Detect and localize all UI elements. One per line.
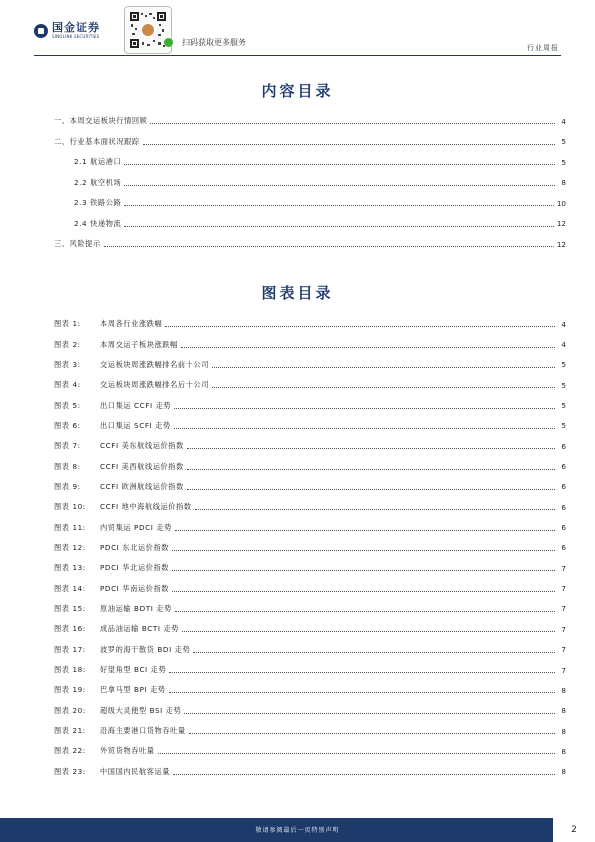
figure-entry-number: 图表 20: [54,705,86,715]
logo-en-text: SINOLINK SECURITIES [52,34,100,39]
wechat-icon [164,38,173,47]
figure-entry-title: PDCI 东北运价指数 [100,542,170,552]
figure-entry-number: 图表 21: [54,726,86,736]
dot-leader [182,630,555,632]
dot-leader [172,549,555,551]
figure-entry-title: 交运板块周涨跌幅排名后十公司 [100,380,210,390]
toc-entry-label: 2.3 铁路公路 [74,198,122,208]
figure-entry-page: 5 [561,360,566,370]
figure-entry-number: 图表 5: [54,400,81,410]
dot-leader [172,569,555,571]
figure-entry[interactable] [54,416,566,436]
dot-leader [104,245,554,247]
figure-entry-page: 7 [561,645,566,655]
dot-leader [172,590,555,592]
toc-entry-page: 5 [561,137,566,147]
toc-entry-label: 一、本周交运板块行情回顾 [54,116,148,126]
figure-entry-number: 图表 12: [54,542,86,552]
table-of-contents [54,111,566,255]
toc-entry-page: 4 [561,116,566,126]
dot-leader [193,651,555,653]
dot-leader [150,122,555,124]
figure-entry[interactable] [54,619,566,639]
dot-leader [187,468,555,470]
figure-entry-number: 图表 2: [54,339,81,349]
figure-entry-page: 6 [561,441,566,451]
figure-entry-title: 成品油运输 BCTI 走势 [100,624,180,634]
figure-entry[interactable] [54,436,566,456]
logo-cn-text: 国金证券 [52,21,100,34]
figure-entry-page: 7 [561,604,566,614]
qr-code-icon [124,6,172,54]
toc-entry-page: 8 [561,178,566,188]
figure-entry-number: 图表 8: [54,461,81,471]
figure-entry-number: 图表 17: [54,644,86,654]
figure-entry-page: 7 [561,665,566,675]
figure-entry-page: 4 [561,340,566,350]
figure-entry[interactable] [54,477,566,497]
figure-entry[interactable] [54,497,566,517]
dot-leader [212,386,555,388]
figure-entry-title: 本周各行业涨跌幅 [100,319,163,329]
figure-entry-number: 图表 19: [54,685,86,695]
figure-entry-page: 8 [561,685,566,695]
figure-entry-title: CCFI 地中海航线运价指数 [100,502,192,512]
figure-entry[interactable] [54,355,566,375]
logo-mark-icon [34,24,48,38]
figure-entry-page: 5 [561,401,566,411]
footer-disclaimer: 敬请参阅最后一页特别声明 [255,827,340,834]
figure-entry[interactable] [54,375,566,395]
figure-entry[interactable] [54,701,566,721]
figure-entry-number: 图表 13: [54,563,86,573]
toc-entry-page: 10 [556,198,566,208]
figure-entry[interactable] [54,721,566,741]
dot-leader [124,184,555,186]
figure-entry-title: 外贸货物吞吐量 [100,746,155,756]
figure-entry-page: 6 [561,543,566,553]
dot-leader [212,366,555,368]
dot-leader [195,508,555,510]
dot-leader [174,407,555,409]
figure-entry-page: 6 [561,502,566,512]
figure-entry-page: 8 [561,726,566,736]
dot-leader [175,610,555,612]
dot-leader [124,163,555,165]
dot-leader [173,773,555,775]
figure-entry-number: 图表 6: [54,420,81,430]
figure-entry[interactable] [54,680,566,700]
dot-leader [124,225,554,227]
dot-leader [175,529,555,531]
figure-entry[interactable] [54,314,566,334]
figure-entry-title: PDCI 华北运价指数 [100,563,170,573]
figure-entry[interactable] [54,660,566,680]
figure-entry[interactable] [54,517,566,537]
list-of-figures [54,314,566,782]
figure-entry[interactable] [54,334,566,354]
figure-entry-page: 7 [561,584,566,594]
dot-leader [124,204,554,206]
figure-entry-number: 图表 4: [54,380,81,390]
figure-entry-page: 8 [561,706,566,716]
dot-leader [165,325,555,327]
figure-entry[interactable] [54,456,566,476]
figure-entry-number: 图表 22: [54,746,86,756]
toc-entry[interactable] [54,111,566,132]
figure-entry-number: 图表 18: [54,665,86,675]
figure-entry-page: 7 [561,563,566,573]
figure-entry[interactable] [54,395,566,415]
dot-leader [189,732,555,734]
figure-entry-title: 中国国内民航客运量 [100,766,171,776]
figure-entry-title: 内贸集运 PDCI 走势 [100,522,172,532]
toc-entry-label: 二、行业基本面状况跟踪 [54,136,140,146]
report-type-label: 行业周报 [527,44,559,52]
figure-entry-title: 沿海主要港口货物吞吐量 [100,726,186,736]
scan-prompt: 扫码获取更多服务 [182,38,246,47]
figure-entry-number: 图表 9: [54,481,81,491]
dot-leader [169,671,555,673]
figure-entry-number: 图表 3: [54,359,81,369]
figure-entry-title: 波罗的海干散货 BDI 走势 [100,644,191,654]
toc-entry-label: 2.4 快递物流 [74,218,122,228]
dot-leader [143,143,555,145]
figure-entry-page: 6 [561,462,566,472]
page-header [0,0,595,60]
dot-leader [187,488,555,490]
figure-entry-title: 出口集运 CCFI 走势 [100,400,172,410]
toc-title: 内容目录 [261,82,334,100]
toc-entry-page: 12 [556,219,566,229]
figure-entry-title: 出口集运 SCFI 走势 [100,420,171,430]
figure-entry-page: 6 [561,523,566,533]
figure-entry-number: 图表 14: [54,583,86,593]
figure-entry-page: 5 [561,421,566,431]
figure-entry-number: 图表 11: [54,522,86,532]
figure-entry-number: 图表 1: [54,319,81,329]
figure-entry-title: 交运板块周涨跌幅排名前十公司 [100,359,210,369]
figure-entry-title: 本周交运子板块涨跌幅 [100,339,178,349]
figure-entry-page: 8 [561,767,566,777]
figure-entry[interactable] [54,558,566,578]
figure-entry[interactable] [54,578,566,598]
figure-entry-title: PDCI 华南运价指数 [100,583,170,593]
figure-entry-title: 超级大灵便型 BSI 走势 [100,705,182,715]
qr-center-avatar [140,22,156,38]
figure-entry-title: 原油运输 BDTI 走势 [100,603,172,613]
page-number: 2 [553,818,595,842]
figure-entry-page: 5 [561,380,566,390]
figure-entry-title: CCFI 欧洲航线运价指数 [100,481,184,491]
toc-entry-page: 12 [556,239,566,249]
dot-leader [169,691,555,693]
figure-entry[interactable] [54,741,566,761]
header-divider [34,55,561,56]
figure-entry[interactable] [54,538,566,558]
toc-entry-label: 三、风险提示 [54,239,101,249]
figure-entry-page: 7 [561,624,566,634]
toc-entry[interactable] [54,234,566,255]
figure-entry[interactable] [54,762,566,782]
dot-leader [184,712,555,714]
dot-leader [174,427,555,429]
figure-entry-title: CCFI 美西航线运价指数 [100,461,184,471]
figure-entry-title: 好望角型 BCI 走势 [100,665,167,675]
figure-entry-page: 8 [561,746,566,756]
figure-entry-number: 图表 10: [54,502,86,512]
figure-entry-page: 4 [561,319,566,329]
toc-entry[interactable] [54,193,566,214]
figure-entry-number: 图表 7: [54,441,81,451]
toc-entry-label: 2.1 航运港口 [74,157,122,167]
toc-entry-label: 2.2 航空机场 [74,177,122,187]
toc-entry[interactable] [54,132,566,153]
toc-entry-page: 5 [561,157,566,167]
figure-entry[interactable] [54,599,566,619]
toc-entry[interactable] [54,152,566,173]
figures-title: 图表目录 [261,284,334,302]
page-footer [0,818,595,842]
figure-entry-title: 巴拿马型 BPI 走势 [100,685,166,695]
toc-entry[interactable] [54,214,566,235]
dot-leader [181,346,555,348]
figure-entry-number: 图表 23: [54,766,86,776]
figure-entry-number: 图表 15: [54,603,86,613]
figure-entry[interactable] [54,640,566,660]
toc-entry[interactable] [54,173,566,194]
figure-entry-number: 图表 16: [54,624,86,634]
company-logo [34,22,100,39]
figure-entry-page: 6 [561,482,566,492]
dot-leader [187,447,555,449]
dot-leader [158,752,555,754]
figure-entry-title: CCFI 美东航线运价指数 [100,441,184,451]
